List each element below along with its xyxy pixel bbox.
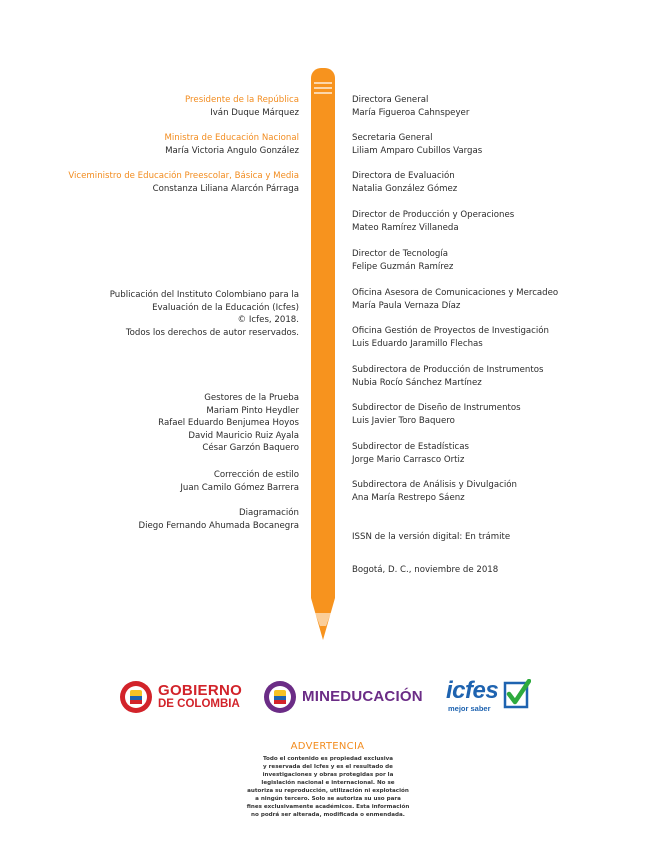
advertencia-body (228, 755, 428, 819)
diagramacion-title: Diagramación (239, 508, 299, 518)
staff-name: María Figueroa Cahnspeyer (352, 107, 470, 118)
advertencia-line: investigaciones y obras protegidas por la (262, 772, 394, 778)
gobierno-logo-line2: DE COLOMBIA (158, 698, 240, 710)
staff-name: Jorge Mario Carrasco Ortiz (352, 454, 465, 465)
staff-role: Subdirector de Estadísticas (352, 442, 470, 452)
staff-name: Luis Javier Toro Baquero (352, 415, 455, 426)
staff-name: María Paula Vernaza Díaz (352, 300, 461, 311)
advertencia-title: ADVERTENCIA (290, 741, 365, 752)
date-text: Bogotá, D. C., noviembre de 2018 (352, 565, 499, 575)
credit-role: Presidente de la República (185, 95, 299, 105)
issn-text: ISSN de la versión digital: En trámite (352, 532, 511, 542)
staff-role: Directora de Evaluación (352, 171, 455, 181)
pencil-divider-icon (311, 68, 335, 648)
staff-oficina-proyectos (352, 325, 549, 350)
staff-subdirector-estadisticas (352, 441, 469, 466)
publication-note (110, 289, 299, 339)
icfes-logo-text: icfes (446, 677, 499, 704)
advertencia-line: y reservada del Icfes y es el resultado de (263, 764, 393, 770)
staff-director-tecnologia (352, 248, 453, 273)
staff-role: Director de Tecnología (352, 249, 448, 259)
correccion-title: Corrección de estilo (213, 470, 299, 480)
staff-name: Mateo Ramírez Villaneda (352, 222, 459, 233)
staff-name: Natalia González Gómez (352, 183, 458, 194)
credit-role: Viceministro de Educación Preescolar, Básica y Media (68, 171, 299, 181)
correccion-block (180, 469, 299, 494)
staff-name: Felipe Guzmán Ramírez (352, 261, 454, 272)
staff-subdirectora-produccion (352, 364, 544, 389)
staff-role: Secretaria General (352, 133, 433, 143)
diagramacion-name: Diego Fernando Ahumada Bocanegra (138, 520, 299, 531)
logo-row (0, 677, 655, 717)
gobierno-logo-line1: GOBIERNO (158, 682, 243, 699)
staff-role: Director de Producción y Operaciones (352, 210, 515, 220)
staff-name: Luis Eduardo Jaramillo Flechas (352, 338, 483, 349)
staff-name: Ana María Restrepo Sáenz (352, 492, 465, 503)
gestor-name: David Mauricio Ruiz Ayala (188, 430, 299, 441)
advertencia-line: fines exclusivamente académicos. Esta información (246, 804, 410, 810)
advertencia-line: legislación nacional e internacional. No se (261, 780, 395, 786)
advertencia-line: no podrá ser alterada, modificada o enmendada. (251, 812, 405, 818)
credit-president (185, 94, 299, 119)
staff-role: Subdirectora de Producción de Instrumentos (352, 365, 544, 375)
staff-role: Subdirectora de Análisis y Divulgación (352, 480, 517, 490)
diagramacion-block (139, 507, 299, 532)
mineducacion-logo-text: MINEDUCACIÓN (302, 688, 423, 705)
staff-role: Oficina Asesora de Comunicaciones y Mercadeo (352, 288, 559, 298)
staff-directora-general (352, 94, 469, 119)
correccion-name: Juan Camilo Gómez Barrera (180, 482, 299, 493)
gestor-name: César Garzón Baquero (202, 443, 299, 454)
staff-subdirector-diseno (352, 402, 521, 427)
advertencia-line: Todo el contenido es propiedad exclusiva (262, 756, 394, 762)
staff-role: Oficina Gestión de Proyectos de Investigación (352, 326, 549, 336)
gestor-name: Mariam Pinto Heydler (206, 405, 299, 416)
staff-name: Liliam Amparo Cubillos Vargas (352, 145, 483, 156)
credit-ministra (164, 132, 299, 157)
publication-line: Todos los derechos de autor reservados. (125, 327, 299, 338)
advertencia-line: a ningún tercero. Solo se autoriza su uso para (255, 796, 401, 802)
staff-name: Nubia Rocío Sánchez Martínez (352, 377, 482, 388)
colombia-seal-icon (119, 680, 153, 714)
staff-director-produccion (352, 209, 514, 234)
credit-role: Ministra de Educación Nacional (164, 133, 299, 143)
credit-viceministro (68, 170, 299, 195)
gestor-name: Rafael Eduardo Benjumea Hoyos (158, 418, 299, 429)
publication-line: Publicación del Instituto Colombiano para la (109, 290, 299, 300)
credit-name: Iván Duque Márquez (210, 107, 299, 118)
credit-name: María Victoria Angulo González (165, 145, 299, 156)
staff-subdirectora-analisis (352, 479, 517, 504)
advertencia-line: autoriza su reproducción, utilización ni explotación (247, 788, 409, 794)
icfes-check-icon (503, 679, 531, 709)
staff-secretaria-general (352, 132, 482, 157)
icfes-logo-tagline: mejor saber (448, 704, 491, 713)
gestores-title: Gestores de la Prueba (204, 393, 299, 403)
publication-line: © Icfes, 2018. (237, 315, 299, 326)
mineducacion-seal-icon (263, 680, 297, 714)
staff-oficina-comunicaciones (352, 287, 558, 312)
staff-role: Directora General (352, 95, 429, 105)
publication-line: Evaluación de la Educación (Icfes) (152, 302, 299, 313)
gestores-block (158, 392, 299, 455)
staff-role: Subdirector de Diseño de Instrumentos (352, 403, 521, 413)
credit-name: Constanza Liliana Alarcón Párraga (152, 183, 299, 194)
staff-directora-evaluacion (352, 170, 457, 195)
